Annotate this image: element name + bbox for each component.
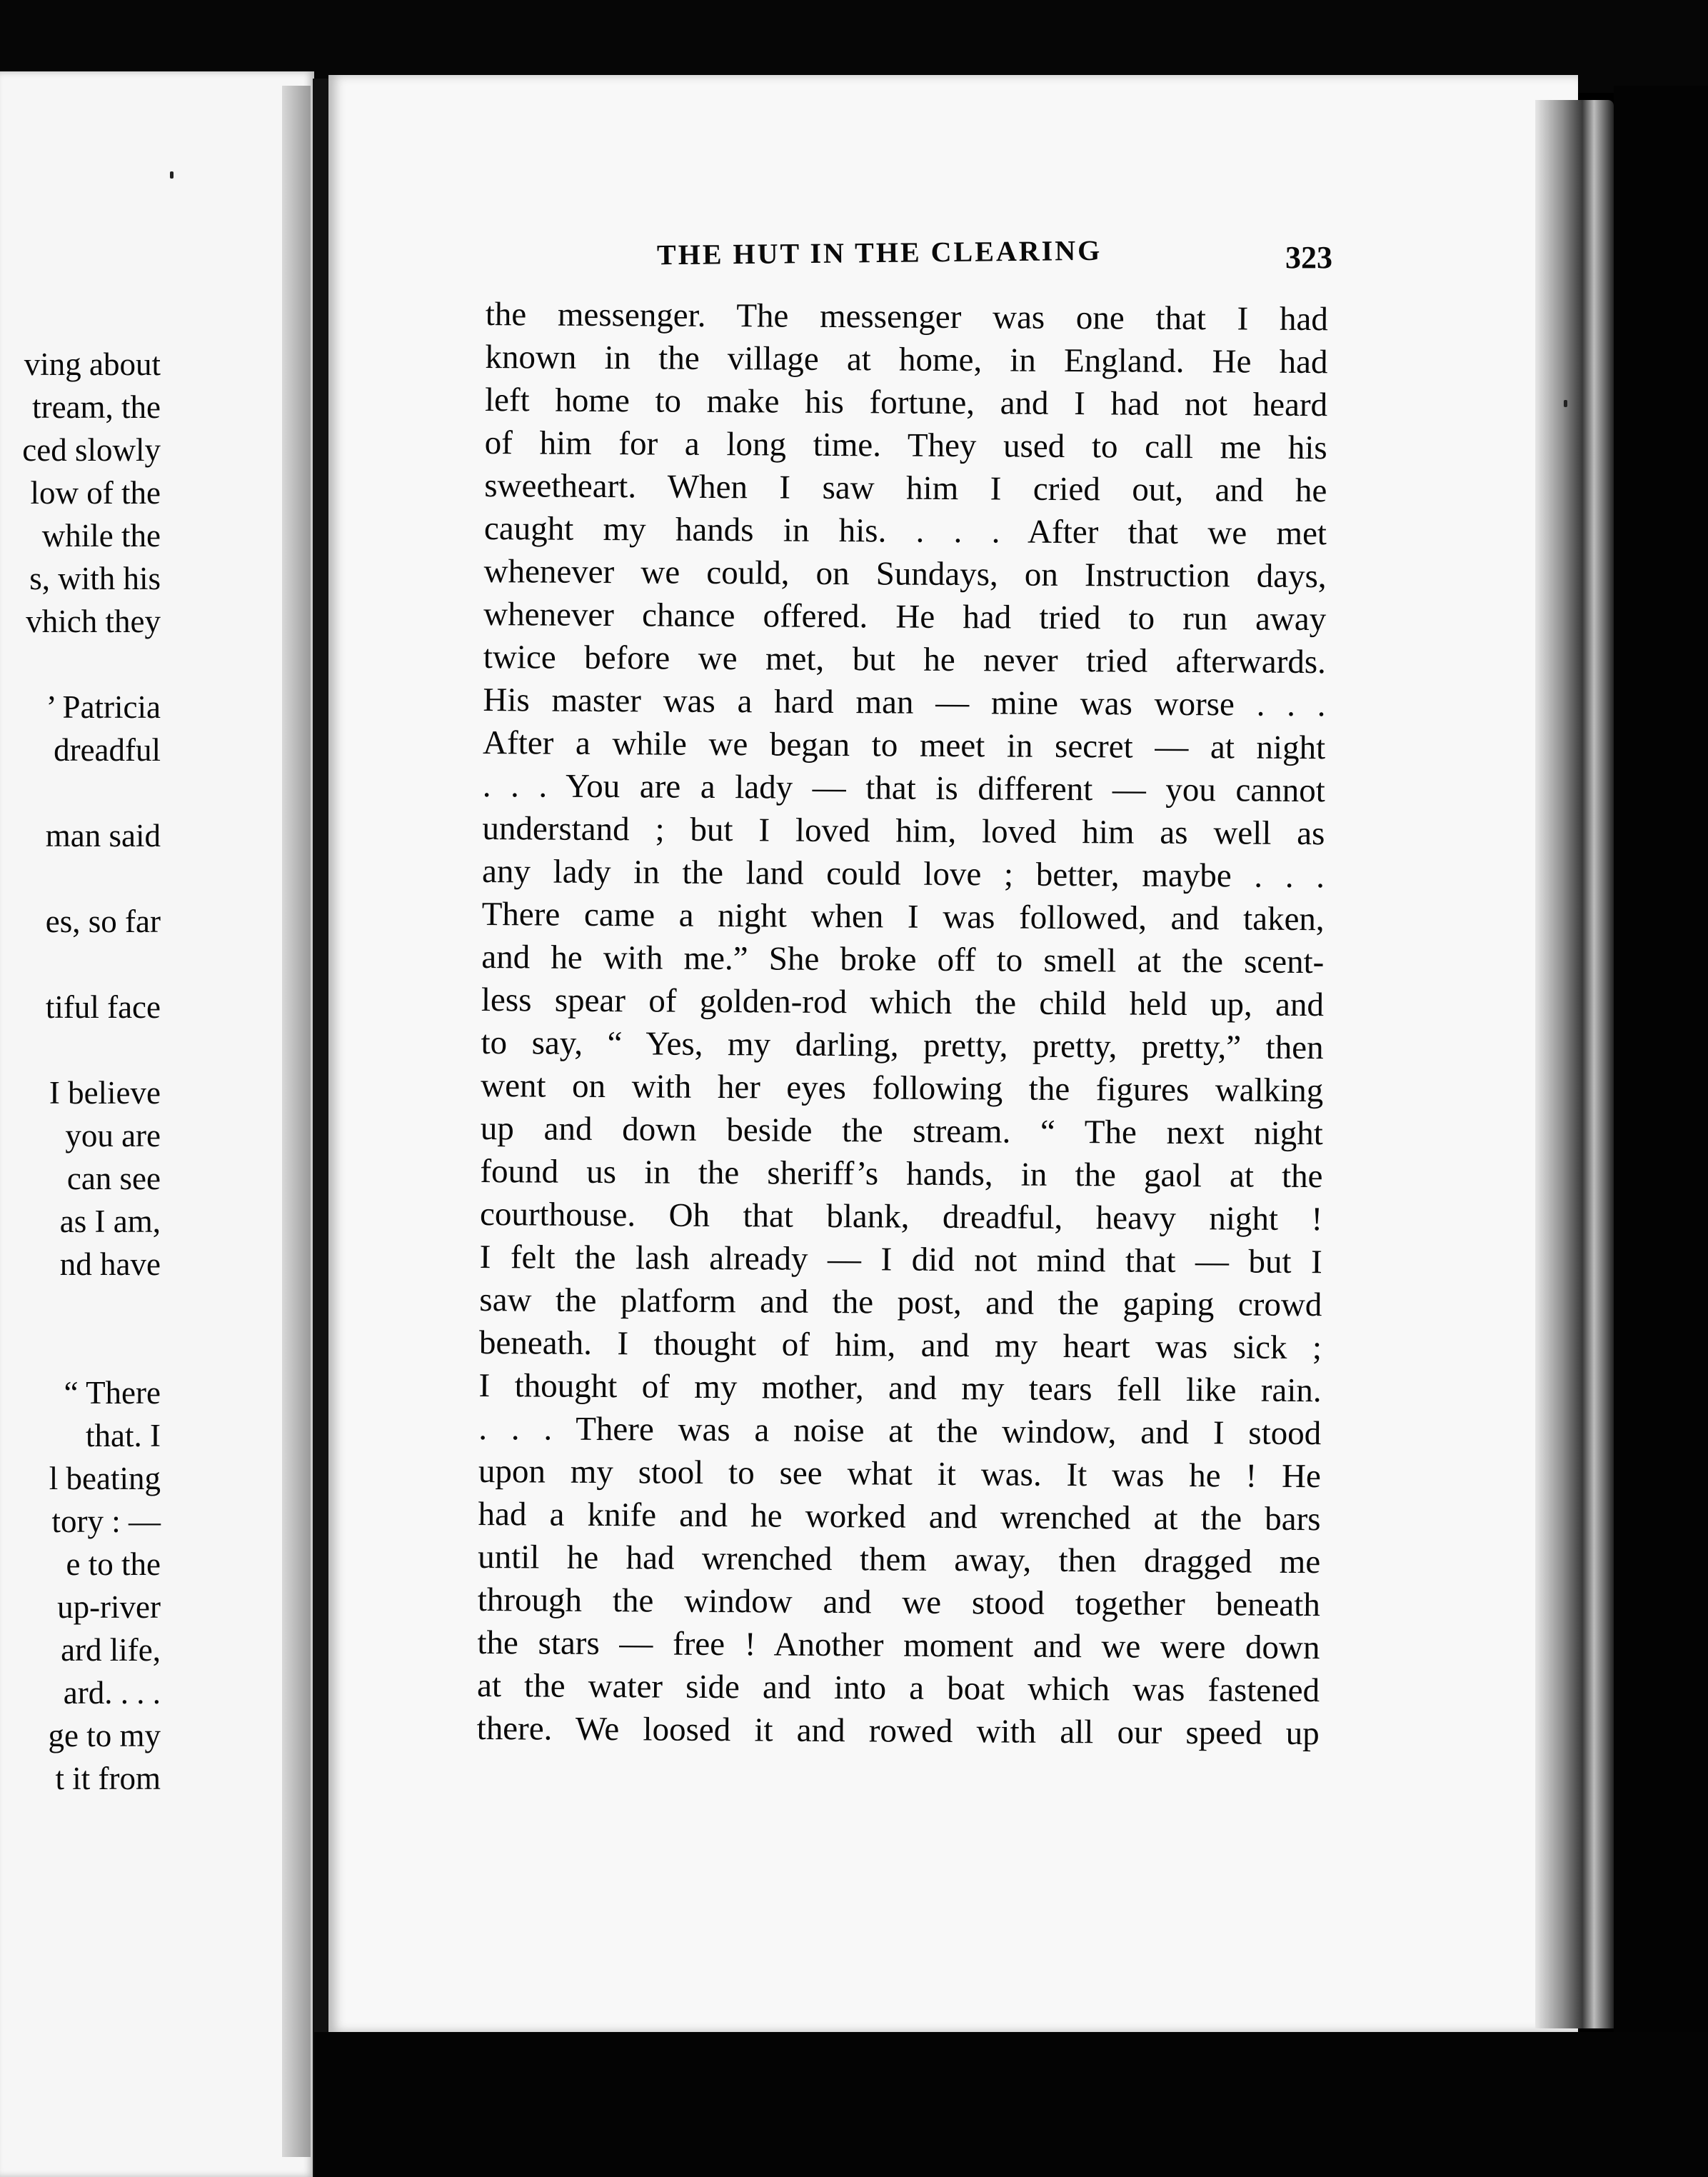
scan-speck — [170, 171, 174, 179]
text-line: ard life, — [61, 1632, 161, 1668]
text-line: and he with me.” She broke off to smell at the scent- — [481, 938, 1325, 981]
text-line — [0, 1029, 161, 1071]
text-line: known in the village at home, in England. He had — [485, 338, 1328, 381]
text-line: . . . There was a noise at the window, and I stood — [478, 1409, 1322, 1453]
text-line: you are — [65, 1118, 161, 1153]
text-line: the stars — free ! Another moment and we were down — [477, 1623, 1320, 1667]
text-line: “ There — [64, 1375, 161, 1411]
scan-speck — [1564, 400, 1567, 407]
text-line: ge to my — [48, 1718, 161, 1753]
text-line: whenever chance offered. He had tried to run away — [483, 595, 1327, 639]
text-line: sweetheart. When I saw him I cried out, and he — [484, 466, 1327, 510]
text-line: up and down beside the stream. “ The next night — [480, 1109, 1323, 1153]
text-line: es, so far — [45, 904, 161, 939]
text-line: ’ Patricia — [46, 689, 161, 725]
text-line: courthouse. Oh that blank, dreadful, heavy night ! — [479, 1195, 1323, 1238]
text-line: . . . You are a lady — that is different — you cannot — [482, 766, 1325, 810]
page-number: 323 — [1285, 240, 1332, 275]
text-line — [0, 771, 161, 814]
text-line: understand ; but I loved him, loved him as well as — [482, 809, 1325, 853]
text-line: nd have — [59, 1246, 161, 1282]
left-page-edge — [282, 86, 311, 2157]
text-line: found us in the sheriff’s hands, in the gaol at the — [480, 1152, 1323, 1196]
body-text — [477, 293, 1328, 1755]
text-line: beneath. I thought of him, and my heart was sick ; — [478, 1323, 1322, 1367]
text-line: e to the — [66, 1546, 161, 1582]
text-line — [0, 1328, 161, 1371]
text-line: there. We loosed it and rowed with all our speed up — [476, 1709, 1320, 1753]
text-line: saw the platform and the post, and the gaping crowd — [479, 1281, 1322, 1324]
book-gutter — [313, 79, 328, 2177]
text-line: while the — [41, 518, 161, 554]
text-line — [0, 857, 161, 900]
text-line: whenever we could, on Sundays, on Instruction days, — [483, 552, 1327, 596]
text-line: I felt the lash already — I did not mind that — but I — [479, 1238, 1322, 1281]
running-head: THE HUT IN THE CLEARING — [656, 234, 1102, 271]
text-line — [0, 943, 161, 986]
right-page-edge — [1535, 100, 1614, 2028]
text-line: as I am, — [59, 1203, 161, 1239]
left-page — [0, 71, 314, 2177]
text-line: twice before we met, but he never tried afterwards. — [483, 638, 1327, 681]
text-line — [0, 643, 161, 686]
text-line: of him for a long time. They used to call me his — [484, 424, 1327, 467]
text-line: at the water side and into a boat which was fastened — [476, 1666, 1320, 1710]
text-line: ving about — [24, 346, 161, 382]
text-line: ard. . . . — [63, 1675, 161, 1711]
text-line — [0, 1286, 161, 1328]
text-line: the messenger. The messenger was one that I had — [485, 295, 1328, 339]
text-line: left home to make his fortune, and I had not heard — [484, 381, 1328, 424]
text-line: t it from — [55, 1761, 161, 1796]
text-line: went on with her eyes following the figures walking — [481, 1066, 1324, 1110]
text-line: tory : — — [51, 1503, 161, 1539]
text-line: can see — [66, 1161, 161, 1196]
scan-background-right — [1614, 86, 1708, 2177]
text-line: up-river — [57, 1589, 161, 1625]
text-line: to say, “ Yes, my darling, pretty, pretty, pretty,” then — [481, 1024, 1324, 1067]
text-line: After a while we began to meet in secret — at night — [482, 724, 1326, 767]
text-line: less spear of golden-rod which the child held up, and — [481, 981, 1325, 1024]
text-line: caught my hands in his. . . . After that we met — [483, 509, 1327, 553]
text-line: vhich they — [26, 604, 161, 639]
text-line: upon my stool to see what it was. It was he ! He — [478, 1452, 1322, 1496]
text-line: any lady in the land could love ; better, maybe . . . — [481, 852, 1325, 896]
text-line: l beating — [49, 1461, 161, 1496]
text-line: There came a night when I was followed, and taken, — [481, 895, 1325, 939]
text-line: I thought of my mother, and my tears fell like rain. — [478, 1366, 1322, 1410]
scan-background-bottom — [314, 2032, 1708, 2177]
text-line: I believe — [49, 1075, 161, 1111]
text-line: s, with his — [29, 561, 161, 596]
left-page-text — [0, 343, 161, 1800]
text-line: low of the — [30, 475, 161, 511]
text-line: had a knife and he worked and wrenched at the bars — [478, 1495, 1321, 1538]
text-line: ced slowly — [22, 432, 161, 468]
text-line: that. I — [86, 1418, 161, 1453]
text-line: man said — [45, 818, 161, 854]
text-line: dreadful — [54, 732, 161, 768]
text-line: tream, the — [32, 389, 161, 425]
text-line: through the window and we stood together beneath — [477, 1581, 1320, 1624]
text-line: His master was a hard man — mine was worse . . . — [483, 681, 1326, 724]
text-line: tiful face — [45, 989, 161, 1025]
text-line: until he had wrenched them away, then dragged me — [478, 1538, 1321, 1581]
